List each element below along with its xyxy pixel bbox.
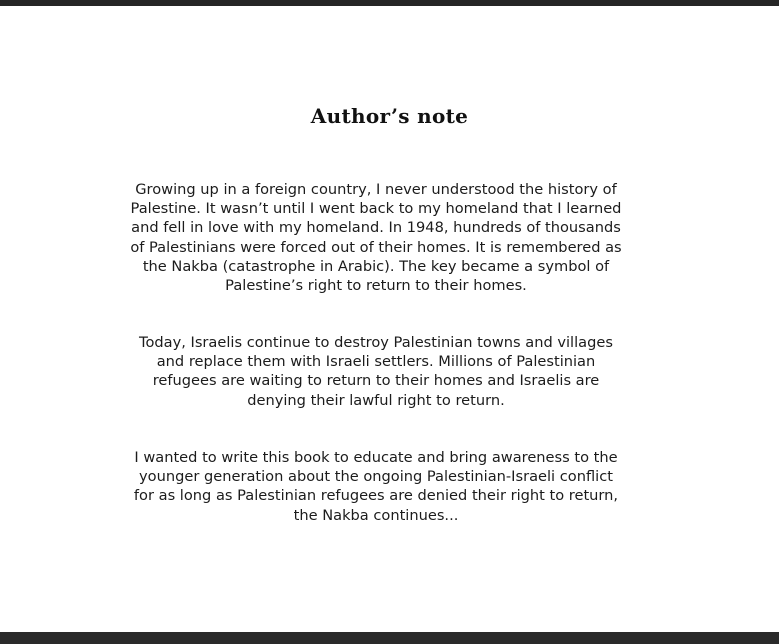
paragraph-1: Growing up in a foreign country, I never understood the history of Palestine. It wasn’t until I went back to my homeland that I learned and fell in love with my homeland. In 1948, hundreds of thousands of Palestinians were forced out of their homes. It is remembered as the Nakba (catastrophe in Arabic). The key became a symbol of Palestine’s right to return to their homes.: [130, 181, 622, 295]
document-page[interactable]: [0, 6, 779, 632]
paragraph-3: I wanted to write this book to educate and bring awareness to the younger generation about the ongoing Palestinian-Israeli conflict for as long as Palestinian refugees are denied their right to return, the Nakba continues...: [133, 449, 619, 524]
viewer-bottom-strip: [0, 632, 779, 644]
paragraph-2: Today, Israelis continue to destroy Palestinian towns and villages and replace them with Israeli settlers. Millions of Palestinian refugees are waiting to return to their homes and Israelis are denying their lawful right to return.: [139, 334, 613, 409]
page-title: Author’s note: [310, 104, 469, 128]
